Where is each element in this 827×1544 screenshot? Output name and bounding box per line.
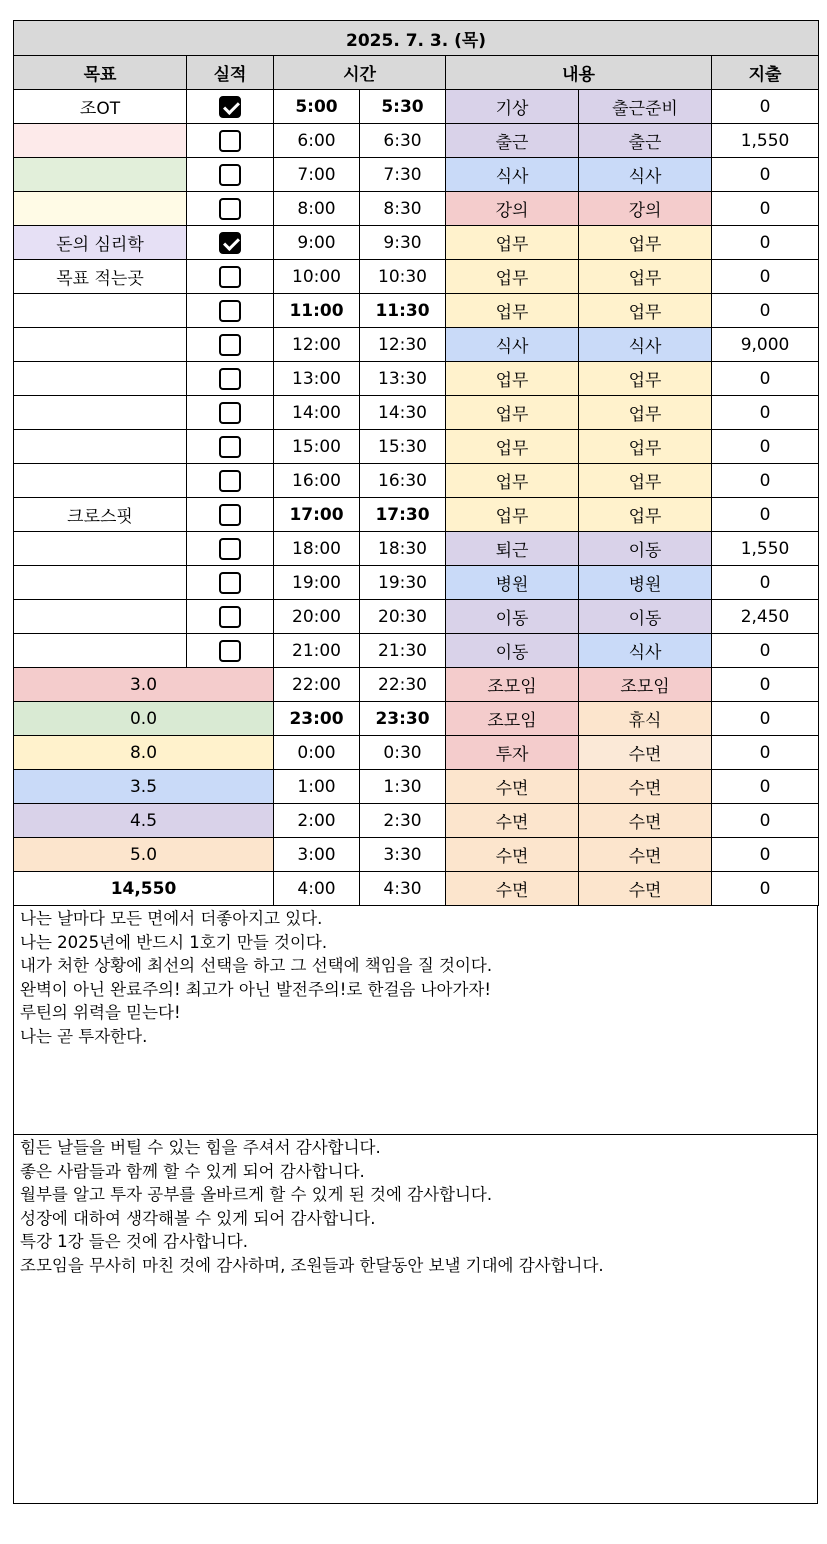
table-row — [14, 838, 819, 872]
activity-cell-first: 수면 — [446, 838, 579, 872]
expense-cell: 0 — [712, 464, 819, 498]
affirmations-box — [13, 906, 818, 1135]
activity-cell-first: 출근 — [446, 124, 579, 158]
goal-cell — [14, 362, 187, 396]
affirmation-line: 완벽이 아닌 완료주의! 최고가 아닌 발전주의!로 한걸음 나아가자! — [20, 979, 491, 999]
end-time-cell: 10:30 — [360, 260, 446, 294]
gratitude-line: 성장에 대하여 생각해볼 수 있게 되어 감사합니다. — [20, 1208, 376, 1228]
start-time-cell: 20:00 — [274, 600, 360, 634]
gratitude-line: 조모임을 무사히 마친 것에 감사하며, 조원들과 한달동안 보낼 기대에 감사합니다. — [20, 1255, 604, 1275]
end-time-cell: 11:30 — [360, 294, 446, 328]
activity-cell-first: 조모임 — [446, 702, 579, 736]
activity-cell-second: 수면 — [579, 838, 712, 872]
start-time-cell: 19:00 — [274, 566, 360, 600]
goal-cell — [14, 158, 187, 192]
end-time-cell: 0:30 — [360, 736, 446, 770]
end-time-cell: 21:30 — [360, 634, 446, 668]
done-cell — [187, 566, 274, 600]
expense-cell: 9,000 — [712, 328, 819, 362]
summary-cell: 8.0 — [14, 736, 274, 770]
start-time-cell: 4:00 — [274, 872, 360, 906]
activity-cell-second: 업무 — [579, 362, 712, 396]
activity-cell-second: 강의 — [579, 192, 712, 226]
gratitude-line: 힘든 날들을 버틸 수 있는 힘을 주셔서 감사합니다. — [20, 1138, 381, 1157]
start-time-cell: 3:00 — [274, 838, 360, 872]
done-cell — [187, 498, 274, 532]
table-row — [14, 362, 819, 396]
start-time-cell: 21:00 — [274, 634, 360, 668]
end-time-cell: 3:30 — [360, 838, 446, 872]
activity-cell-first: 이동 — [446, 634, 579, 668]
content-header: 내용 — [446, 56, 712, 90]
end-time-cell: 15:30 — [360, 430, 446, 464]
activity-cell-second: 식사 — [579, 328, 712, 362]
activity-cell-first: 투자 — [446, 736, 579, 770]
activity-cell-first: 수면 — [446, 872, 579, 906]
start-time-cell: 6:00 — [274, 124, 360, 158]
start-time-cell: 13:00 — [274, 362, 360, 396]
activity-cell-second: 업무 — [579, 226, 712, 260]
checkbox-checked[interactable] — [219, 232, 241, 254]
checkbox-unchecked[interactable] — [219, 640, 241, 662]
schedule-table — [13, 20, 819, 906]
table-row — [14, 158, 819, 192]
activity-cell-second: 식사 — [579, 634, 712, 668]
done-cell — [187, 260, 274, 294]
expense-cell: 0 — [712, 736, 819, 770]
expense-cell: 0 — [712, 668, 819, 702]
activity-cell-second: 출근 — [579, 124, 712, 158]
goal-cell: 크로스핏 — [14, 498, 187, 532]
summary-cell: 4.5 — [14, 804, 274, 838]
done-cell — [187, 124, 274, 158]
activity-cell-first: 업무 — [446, 396, 579, 430]
time-header: 시간 — [274, 56, 446, 90]
table-row — [14, 396, 819, 430]
expense-cell: 0 — [712, 260, 819, 294]
affirmation-line: 나는 날마다 모든 면에서 더좋아지고 있다. — [20, 909, 323, 928]
start-time-cell: 7:00 — [274, 158, 360, 192]
activity-cell-second: 이동 — [579, 600, 712, 634]
table-row — [14, 770, 819, 804]
done-cell — [187, 634, 274, 668]
activity-cell-second: 식사 — [579, 158, 712, 192]
end-time-cell: 20:30 — [360, 600, 446, 634]
table-row — [14, 872, 819, 906]
checkbox-unchecked[interactable] — [219, 130, 241, 152]
expense-cell: 1,550 — [712, 532, 819, 566]
checkbox-unchecked[interactable] — [219, 606, 241, 628]
checkbox-unchecked[interactable] — [219, 300, 241, 322]
start-time-cell: 5:00 — [274, 90, 360, 124]
expense-cell: 2,450 — [712, 600, 819, 634]
activity-cell-second: 수면 — [579, 804, 712, 838]
gratitude-line: 좋은 사람들과 함께 할 수 있게 되어 감사합니다. — [20, 1161, 365, 1181]
expense-cell: 0 — [712, 702, 819, 736]
goal-header: 목표 — [14, 56, 187, 90]
checkbox-unchecked[interactable] — [219, 368, 241, 390]
end-time-cell: 13:30 — [360, 362, 446, 396]
start-time-cell: 1:00 — [274, 770, 360, 804]
table-row — [14, 566, 819, 600]
activity-cell-second: 업무 — [579, 464, 712, 498]
goal-cell — [14, 634, 187, 668]
end-time-cell: 6:30 — [360, 124, 446, 158]
expense-cell: 0 — [712, 872, 819, 906]
goal-cell — [14, 430, 187, 464]
gratitude-box — [13, 1135, 818, 1504]
checkbox-unchecked[interactable] — [219, 538, 241, 560]
start-time-cell: 15:00 — [274, 430, 360, 464]
goal-cell: 돈의 심리학 — [14, 226, 187, 260]
activity-cell-first: 강의 — [446, 192, 579, 226]
expense-cell: 0 — [712, 804, 819, 838]
end-time-cell: 16:30 — [360, 464, 446, 498]
goal-cell — [14, 192, 187, 226]
start-time-cell: 2:00 — [274, 804, 360, 838]
start-time-cell: 14:00 — [274, 396, 360, 430]
goal-cell — [14, 566, 187, 600]
table-row — [14, 260, 819, 294]
affirmation-line: 나는 2025년에 반드시 1호기 만들 것이다. — [20, 932, 328, 952]
activity-cell-first: 업무 — [446, 430, 579, 464]
goal-cell — [14, 600, 187, 634]
start-time-cell: 23:00 — [274, 702, 360, 736]
done-header: 실적 — [187, 56, 274, 90]
summary-cell: 0.0 — [14, 702, 274, 736]
table-row — [14, 124, 819, 158]
end-time-cell: 4:30 — [360, 872, 446, 906]
activity-cell-second: 휴식 — [579, 702, 712, 736]
activity-cell-second: 업무 — [579, 498, 712, 532]
expense-cell: 0 — [712, 396, 819, 430]
goal-cell — [14, 294, 187, 328]
start-time-cell: 11:00 — [274, 294, 360, 328]
start-time-cell: 10:00 — [274, 260, 360, 294]
done-cell — [187, 396, 274, 430]
expense-cell: 0 — [712, 634, 819, 668]
checkbox-unchecked[interactable] — [219, 470, 241, 492]
checkbox-unchecked[interactable] — [219, 198, 241, 220]
table-row — [14, 668, 819, 702]
expense-cell: 0 — [712, 294, 819, 328]
activity-cell-second: 업무 — [579, 294, 712, 328]
end-time-cell: 14:30 — [360, 396, 446, 430]
table-row — [14, 294, 819, 328]
end-time-cell: 9:30 — [360, 226, 446, 260]
table-row — [14, 600, 819, 634]
start-time-cell: 12:00 — [274, 328, 360, 362]
activity-cell-first: 병원 — [446, 566, 579, 600]
expense-cell: 0 — [712, 498, 819, 532]
end-time-cell: 7:30 — [360, 158, 446, 192]
activity-cell-second: 업무 — [579, 430, 712, 464]
table-row — [14, 498, 819, 532]
expense-cell: 0 — [712, 770, 819, 804]
start-time-cell: 8:00 — [274, 192, 360, 226]
goal-cell: 목표 적는곳 — [14, 260, 187, 294]
done-cell — [187, 430, 274, 464]
table-row — [14, 328, 819, 362]
start-time-cell: 17:00 — [274, 498, 360, 532]
checkbox-checked[interactable] — [219, 96, 241, 118]
end-time-cell: 1:30 — [360, 770, 446, 804]
table-row — [14, 532, 819, 566]
table-row — [14, 430, 819, 464]
end-time-cell: 22:30 — [360, 668, 446, 702]
checkbox-unchecked[interactable] — [219, 504, 241, 526]
goal-cell — [14, 464, 187, 498]
expense-cell: 0 — [712, 192, 819, 226]
checkbox-unchecked[interactable] — [219, 334, 241, 356]
expense-cell: 0 — [712, 430, 819, 464]
checkbox-unchecked[interactable] — [219, 402, 241, 424]
done-cell — [187, 192, 274, 226]
table-row — [14, 702, 819, 736]
expense-cell: 0 — [712, 838, 819, 872]
done-cell — [187, 362, 274, 396]
activity-cell-second: 이동 — [579, 532, 712, 566]
activity-cell-second: 출근준비 — [579, 90, 712, 124]
table-row — [14, 90, 819, 124]
end-time-cell: 17:30 — [360, 498, 446, 532]
activity-cell-second: 수면 — [579, 872, 712, 906]
done-cell — [187, 328, 274, 362]
activity-cell-first: 수면 — [446, 770, 579, 804]
date-header: 2025. 7. 3. (목) — [14, 21, 819, 56]
expense-cell: 0 — [712, 226, 819, 260]
end-time-cell: 5:30 — [360, 90, 446, 124]
end-time-cell: 12:30 — [360, 328, 446, 362]
summary-cell: 5.0 — [14, 838, 274, 872]
table-row — [14, 192, 819, 226]
end-time-cell: 8:30 — [360, 192, 446, 226]
start-time-cell: 0:00 — [274, 736, 360, 770]
done-cell — [187, 532, 274, 566]
activity-cell-first: 업무 — [446, 294, 579, 328]
activity-cell-first: 업무 — [446, 260, 579, 294]
goal-cell — [14, 532, 187, 566]
checkbox-unchecked[interactable] — [219, 572, 241, 594]
goal-cell: 조OT — [14, 90, 187, 124]
expense-cell: 0 — [712, 566, 819, 600]
gratitude-line: 특강 1강 들은 것에 감사합니다. — [20, 1232, 248, 1252]
table-row — [14, 226, 819, 260]
affirmation-line: 내가 처한 상황에 최선의 선택을 하고 그 선택에 책임을 질 것이다. — [20, 956, 493, 976]
activity-cell-first: 업무 — [446, 362, 579, 396]
goal-cell — [14, 396, 187, 430]
activity-cell-first: 업무 — [446, 464, 579, 498]
table-row — [14, 464, 819, 498]
done-cell — [187, 226, 274, 260]
activity-cell-second: 수면 — [579, 770, 712, 804]
start-time-cell: 18:00 — [274, 532, 360, 566]
start-time-cell: 9:00 — [274, 226, 360, 260]
end-time-cell: 2:30 — [360, 804, 446, 838]
schedule-rows — [14, 90, 819, 906]
checkbox-unchecked[interactable] — [219, 266, 241, 288]
activity-cell-first: 기상 — [446, 90, 579, 124]
goal-cell — [14, 124, 187, 158]
summary-cell: 3.0 — [14, 668, 274, 702]
activity-cell-first: 식사 — [446, 158, 579, 192]
table-row — [14, 736, 819, 770]
activity-cell-first: 이동 — [446, 600, 579, 634]
end-time-cell: 23:30 — [360, 702, 446, 736]
end-time-cell: 18:30 — [360, 532, 446, 566]
activity-cell-first: 업무 — [446, 498, 579, 532]
summary-cell: 14,550 — [14, 872, 274, 906]
activity-cell-second: 병원 — [579, 566, 712, 600]
activity-cell-first: 식사 — [446, 328, 579, 362]
activity-cell-second: 업무 — [579, 396, 712, 430]
done-cell — [187, 158, 274, 192]
affirmation-line: 나는 곧 투자한다. — [20, 1026, 148, 1046]
activity-cell-first: 수면 — [446, 804, 579, 838]
expense-cell: 0 — [712, 90, 819, 124]
start-time-cell: 22:00 — [274, 668, 360, 702]
activity-cell-second: 수면 — [579, 736, 712, 770]
start-time-cell: 16:00 — [274, 464, 360, 498]
expense-cell: 0 — [712, 158, 819, 192]
done-cell — [187, 600, 274, 634]
table-row — [14, 634, 819, 668]
activity-cell-second: 조모임 — [579, 668, 712, 702]
activity-cell-first: 조모임 — [446, 668, 579, 702]
checkbox-unchecked[interactable] — [219, 164, 241, 186]
goal-cell — [14, 328, 187, 362]
affirmation-line: 루틴의 위력을 믿는다! — [20, 1003, 181, 1023]
table-row — [14, 804, 819, 838]
summary-cell: 3.5 — [14, 770, 274, 804]
done-cell — [187, 90, 274, 124]
done-cell — [187, 464, 274, 498]
expense-header: 지출 — [712, 56, 819, 90]
checkbox-unchecked[interactable] — [219, 436, 241, 458]
activity-cell-first: 업무 — [446, 226, 579, 260]
activity-cell-first: 퇴근 — [446, 532, 579, 566]
expense-cell: 1,550 — [712, 124, 819, 158]
activity-cell-second: 업무 — [579, 260, 712, 294]
end-time-cell: 19:30 — [360, 566, 446, 600]
daily-planner-sheet — [13, 20, 818, 1504]
gratitude-line: 월부를 알고 투자 공부를 올바르게 할 수 있게 된 것에 감사합니다. — [20, 1185, 493, 1205]
expense-cell: 0 — [712, 362, 819, 396]
done-cell — [187, 294, 274, 328]
